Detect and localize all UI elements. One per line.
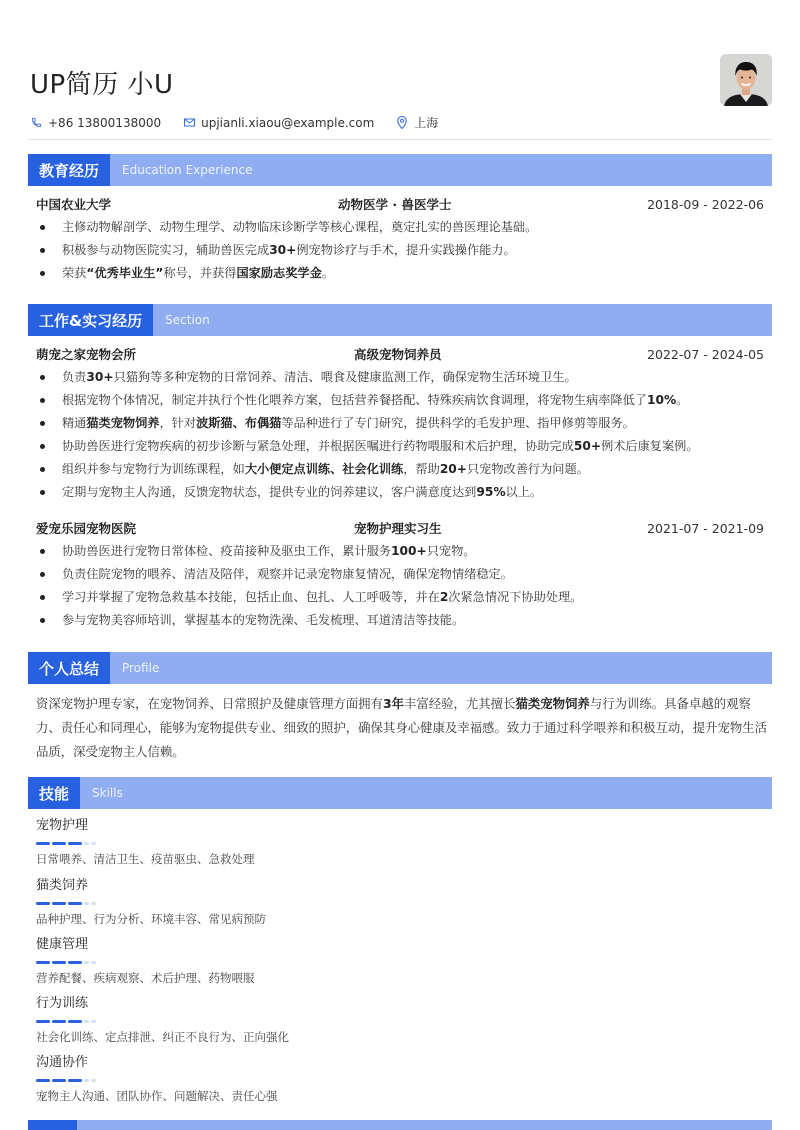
- list-item: 学习并掌握了宠物急救基本技能，包括止血、包扎、人工呼吸等，并在2次紧急情况下协助处理。: [28, 586, 772, 609]
- section-title: 个人总结: [28, 652, 110, 684]
- section-subtitle: Education Experience: [122, 163, 253, 177]
- work-bullets: [28, 540, 772, 632]
- skill-level-bar: [36, 1014, 736, 1028]
- section-subtitle: Section: [165, 313, 210, 327]
- skill-item: [36, 816, 736, 868]
- work-entry-header: [28, 344, 772, 364]
- list-item: 参与宠物美容师培训，掌握基本的宠物洗澡、毛发梳理、耳道清洁等技能。: [28, 609, 772, 632]
- skill-description: 日常喂养、清洁卫生、疫苗驱虫、急救处理: [36, 852, 255, 866]
- skill-level-bar: [36, 1073, 736, 1087]
- date-range: 2018-09 - 2022-06: [647, 196, 764, 212]
- skill-item: [36, 876, 736, 928]
- list-item: 定期与宠物主人沟通，反馈宠物状态，提供专业的饲养建议，客户满意度达到95%以上。: [28, 481, 772, 504]
- list-item: 负责住院宠物的喂养、清洁及陪伴，观察并记录宠物康复情况，确保宠物情绪稳定。: [28, 563, 772, 586]
- skill-item: [36, 1053, 736, 1105]
- section-subtitle: Skills: [92, 786, 123, 800]
- work-entry-header: [28, 518, 772, 538]
- list-item: 荣获“优秀毕业生”称号，并获得国家励志奖学金。: [28, 262, 772, 285]
- section-header-profile: [28, 652, 772, 684]
- section-header-work: [28, 304, 772, 336]
- skill-level-bar: [36, 896, 736, 910]
- degree: 动物医学 · 兽医学士: [338, 197, 452, 212]
- list-item: 协助兽医进行宠物疾病的初步诊断与紧急处理，并根据医嘱进行药物喂服和术后护理，协助完成50+例术后康复案例。: [28, 435, 772, 458]
- contact-location: [396, 114, 438, 131]
- skill-name: 沟通协作: [36, 1055, 89, 1070]
- skill-description: 社会化训练、定点排泄、纠正不良行为、正向强化: [36, 1030, 289, 1044]
- location-text: 上海: [414, 116, 439, 130]
- date-range: 2021-07 - 2021-09: [647, 520, 764, 536]
- skill-description: 品种护理、行为分析、环境丰容、常见病预防: [36, 912, 266, 926]
- section-title: 教育经历: [28, 154, 110, 186]
- skill-description: 营养配餐、疾病观察、术后护理、药物喂服: [36, 971, 255, 985]
- phone-text: +86 13800138000: [48, 115, 162, 130]
- list-item: 根据宠物个体情况，制定并执行个性化喂养方案，包括营养餐搭配、特殊疾病饮食调理，将宠物生病率降低了10%。: [28, 389, 772, 412]
- skill-item: [36, 994, 736, 1046]
- resume-header: [28, 0, 772, 140]
- contact-list: [30, 114, 460, 131]
- list-item: 积极参与动物医院实习，辅助兽医完成30+例宠物诊疗与手术，提升实践操作能力。: [28, 239, 772, 262]
- avatar: [720, 54, 772, 106]
- section-title: 技能: [28, 777, 80, 809]
- company-name: 爱宠乐园宠物医院: [36, 521, 137, 536]
- job-title: 高级宠物饲养员: [354, 347, 442, 362]
- skill-level-bar: [36, 955, 736, 969]
- profile-summary: 资深宠物护理专家，在宠物饲养、日常照护及健康管理方面拥有3年丰富经验，尤其擅长猫类宠物饲养与行为训练。具备卓越的观察力、责任心和同理心，能够为宠物提供专业、细致的照护，确保其身心健康及幸福感。致力于通过科学喂养和积极互动，提升宠物生活品质，深受宠物主人信赖。: [36, 696, 768, 759]
- education-bullets: [28, 216, 772, 285]
- list-item: 负责30+只猫狗等多种宠物的日常饲养、清洁、喂食及健康监测工作，确保宠物生活环境卫生。: [28, 366, 772, 389]
- skill-name: 行为训练: [36, 996, 89, 1011]
- section-header-education: [28, 154, 772, 186]
- location-pin-icon: [396, 117, 408, 129]
- list-item: 组织并参与宠物行为训练课程，如大小便定点训练、社会化训练，帮助20+只宠物改善行为问题。: [28, 458, 772, 481]
- list-item: 精通猫类宠物饲养，针对波斯猫、布偶猫等品种进行了专门研究，提供科学的毛发护理、指甲修剪等服务。: [28, 412, 772, 435]
- list-item: 协助兽医进行宠物日常体检、疫苗接种及驱虫工作，累计服务100+只宠物。: [28, 540, 772, 563]
- skill-name: 宠物护理: [36, 818, 89, 833]
- job-title: 宠物护理实习生: [354, 521, 442, 536]
- skill-item: [36, 935, 736, 987]
- skill-description: 宠物主人沟通、团队协作、问题解决、责任心强: [36, 1089, 278, 1103]
- company-name: 萌宠之家宠物会所: [36, 347, 137, 362]
- skill-name: 猫类饲养: [36, 878, 89, 893]
- list-item: 主修动物解剖学、动物生理学、动物临床诊断学等核心课程，奠定扎实的兽医理论基础。: [28, 216, 772, 239]
- section-subtitle: Profile: [122, 661, 160, 675]
- candidate-name: UP简历 小U: [30, 70, 174, 100]
- skill-level-bar: [36, 836, 736, 850]
- education-entry-header: [28, 194, 772, 214]
- section-title: 工作&实习经历: [28, 304, 153, 336]
- contact-email[interactable]: [183, 116, 374, 130]
- email-text: upjianli.xiaou@example.com: [201, 115, 375, 130]
- section-header-skills: [28, 777, 772, 809]
- school-name: 中国农业大学: [36, 197, 112, 212]
- skill-name: 健康管理: [36, 937, 89, 952]
- section-title-block: [28, 1120, 77, 1130]
- mail-icon: [183, 117, 195, 129]
- resume-page: [28, 0, 772, 1103]
- work-bullets: [28, 366, 772, 504]
- section-header-next: [28, 1120, 772, 1130]
- phone-icon: [30, 117, 42, 129]
- contact-phone: [30, 116, 161, 130]
- date-range: 2022-07 - 2024-05: [647, 346, 764, 362]
